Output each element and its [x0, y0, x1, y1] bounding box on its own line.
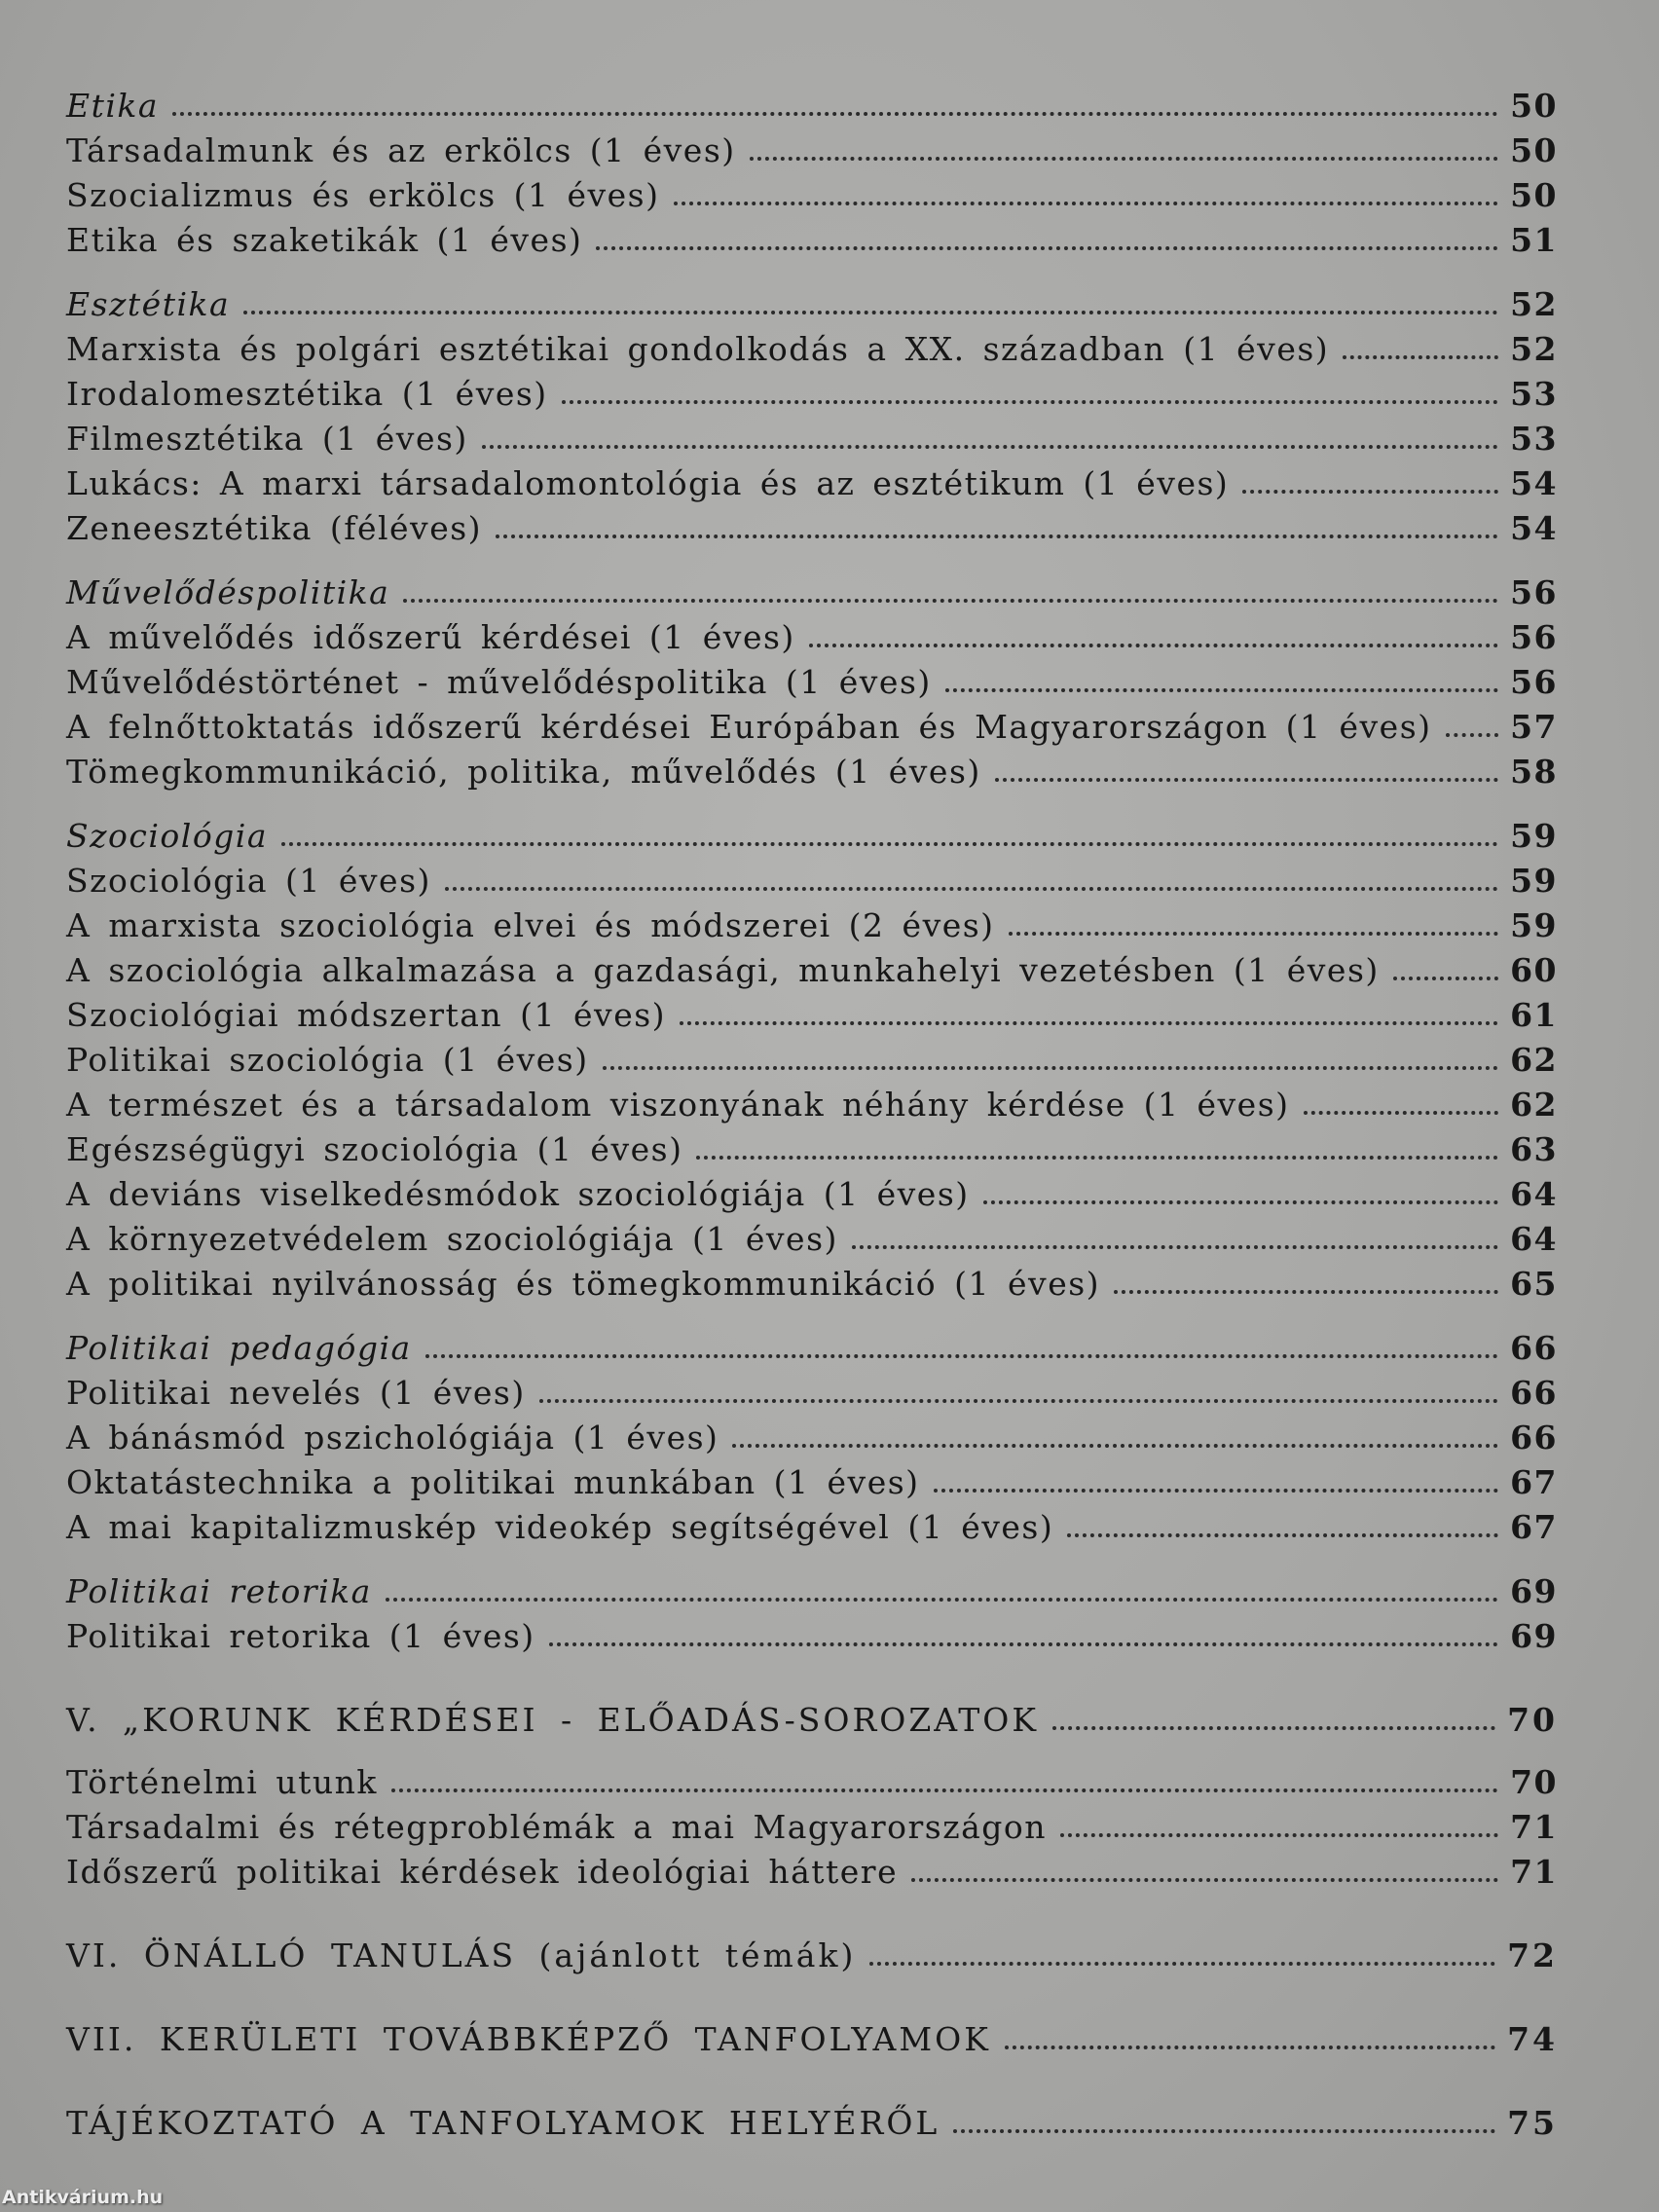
page-number: 66: [1510, 1374, 1558, 1412]
dot-leader: [995, 778, 1498, 782]
dot-leader: [386, 1598, 1498, 1602]
page-number: 59: [1510, 817, 1558, 855]
dot-leader: [562, 400, 1498, 404]
page-number: 56: [1510, 618, 1558, 656]
dot-leader: [732, 1444, 1498, 1448]
dot-leader: [403, 599, 1498, 603]
entry-title: VII. KERÜLETI TOVÁBBKÉPZŐ TANFOLYAMOK: [66, 2020, 991, 2058]
dot-leader: [934, 1489, 1499, 1493]
page-number: 61: [1510, 996, 1558, 1034]
page-number: 57: [1510, 708, 1558, 746]
page-number: 60: [1510, 951, 1558, 989]
toc-entry: [66, 948, 1558, 993]
toc-section-heading: [66, 2017, 1558, 2062]
page-number: 69: [1510, 1572, 1558, 1610]
toc-entry: [66, 993, 1558, 1038]
dot-leader: [243, 311, 1498, 314]
entry-title: Politikai retorika (1 éves): [66, 1617, 535, 1655]
dot-leader: [1067, 1533, 1498, 1537]
entry-title: A politikai nyilvánosság és tömegkommunikáció (1 éves): [66, 1265, 1101, 1303]
entry-title: A mai kapitalizmuskép videokép segítségével (1 éves): [66, 1508, 1054, 1546]
entry-title: Politikai pedagógia: [66, 1329, 412, 1367]
entry-title: Etika: [66, 87, 160, 125]
page-number: 59: [1510, 906, 1558, 944]
page-number: 74: [1507, 2020, 1558, 2058]
page-number: 56: [1510, 663, 1558, 701]
dot-leader: [869, 1962, 1495, 1966]
dot-leader: [945, 688, 1498, 692]
entry-title: Politikai retorika: [66, 1572, 372, 1610]
page-number: 65: [1510, 1265, 1558, 1303]
toc-entry: [66, 1416, 1558, 1460]
dot-leader: [1304, 1111, 1499, 1115]
entry-title: A szociológia alkalmazása a gazdasági, munkahelyi vezetésben (1 éves): [66, 951, 1380, 989]
dot-leader: [596, 246, 1498, 250]
entry-title: Lukács: A marxi társadalomontológia és az esztétikum (1 éves): [66, 464, 1230, 502]
dot-leader: [809, 644, 1498, 647]
page-number: 50: [1510, 131, 1558, 169]
dot-leader: [680, 1021, 1498, 1025]
dot-leader: [281, 842, 1498, 846]
toc-entry: [66, 1127, 1558, 1172]
page-number: 67: [1510, 1508, 1558, 1546]
entry-title: Egészségügyi szociológia (1 éves): [66, 1130, 683, 1168]
entry-title: Etika és szaketikák (1 éves): [66, 221, 583, 259]
dot-leader: [911, 1878, 1498, 1882]
page-number: 53: [1510, 420, 1558, 458]
entry-title: Társadalmi és rétegproblémák a mai Magyarországon: [66, 1808, 1048, 1846]
toc-section-heading: [66, 2101, 1558, 2146]
toc-section-heading: [66, 1698, 1558, 1743]
page-number: 54: [1510, 464, 1558, 502]
entry-title: Politikai nevelés (1 éves): [66, 1374, 526, 1412]
dot-leader: [1393, 977, 1498, 980]
dot-leader: [696, 1156, 1498, 1160]
watermark: Antikvárium.hu: [2, 2187, 164, 2208]
toc-entry: [66, 1262, 1558, 1307]
page-number: 52: [1510, 285, 1558, 323]
toc-entry: [66, 750, 1558, 794]
toc-entry: [66, 218, 1558, 263]
page-number: 75: [1507, 2104, 1558, 2142]
dot-leader: [172, 112, 1498, 116]
entry-title: Művelődéspolitika: [66, 573, 390, 611]
toc-section-heading: [66, 571, 1558, 615]
toc-entry: [66, 327, 1558, 372]
dot-leader: [983, 1200, 1498, 1204]
page-number: 66: [1510, 1329, 1558, 1367]
entry-title: Időszerű politikai kérdések ideológiai háttere: [66, 1853, 899, 1891]
entry-title: Filmesztétika (1 éves): [66, 420, 468, 458]
toc-entry: [66, 1371, 1558, 1416]
dot-leader: [496, 535, 1498, 538]
dot-leader: [674, 202, 1499, 205]
page-number: 53: [1510, 375, 1558, 413]
dot-leader: [1052, 1726, 1495, 1730]
toc-section-heading: [66, 282, 1558, 327]
toc-entry: [66, 705, 1558, 750]
entry-title: Irodalomesztétika (1 éves): [66, 375, 548, 413]
toc-entry: [66, 859, 1558, 903]
page-number: 67: [1510, 1463, 1558, 1501]
toc-entry: [66, 1614, 1558, 1659]
dot-leader: [482, 445, 1498, 449]
entry-title: Marxista és polgári esztétikai gondolkodás a XX. században (1 éves): [66, 330, 1330, 368]
page-number: 54: [1510, 509, 1558, 547]
toc-entry: [66, 1850, 1558, 1895]
page-number: 62: [1510, 1041, 1558, 1079]
entry-title: Művelődéstörténet - művelődéspolitika (1 éves): [66, 663, 932, 701]
page-number: 58: [1510, 753, 1558, 791]
dot-leader: [1343, 355, 1498, 359]
page-number: 59: [1510, 862, 1558, 900]
entry-title: Szociológiai módszertan (1 éves): [66, 996, 667, 1034]
toc-section-heading: [66, 84, 1558, 129]
table-of-contents: [66, 84, 1558, 2146]
page-number: 51: [1510, 221, 1558, 259]
entry-title: Esztétika: [66, 285, 231, 323]
toc-entry: [66, 173, 1558, 218]
toc-entry: [66, 615, 1558, 660]
page-number: 62: [1510, 1086, 1558, 1124]
toc-entry: [66, 903, 1558, 948]
entry-title: A környezetvédelem szociológiája (1 éves): [66, 1220, 838, 1258]
toc-section-heading: [66, 1569, 1558, 1614]
toc-entry: [66, 372, 1558, 417]
toc-entry: [66, 660, 1558, 705]
entry-title: Zeneesztétika (féléves): [66, 509, 483, 547]
dot-leader: [953, 2129, 1495, 2133]
dot-leader: [445, 887, 1498, 891]
entry-title: Szociológia: [66, 817, 269, 855]
page-number: 50: [1510, 87, 1558, 125]
page-number: 50: [1510, 176, 1558, 214]
page-number: 71: [1510, 1808, 1558, 1846]
toc-entry: [66, 1083, 1558, 1127]
toc-section-heading: [66, 814, 1558, 859]
toc-entry: [66, 461, 1558, 506]
toc-entry: [66, 129, 1558, 173]
toc-section-heading: [66, 1326, 1558, 1371]
toc-section-heading: [66, 1934, 1558, 1978]
entry-title: A természet és a társadalom viszonyának néhány kérdése (1 éves): [66, 1086, 1290, 1124]
toc-entry: [66, 1172, 1558, 1217]
toc-entry: [66, 1038, 1558, 1083]
toc-entry: [66, 417, 1558, 461]
entry-title: A bánásmód pszichológiája (1 éves): [66, 1419, 719, 1456]
dot-leader: [1005, 2046, 1495, 2049]
toc-entry: [66, 1805, 1558, 1850]
page-number: 70: [1510, 1763, 1558, 1801]
dot-leader: [1114, 1290, 1498, 1294]
page-number: 69: [1510, 1617, 1558, 1655]
entry-title: Politikai szociológia (1 éves): [66, 1041, 589, 1079]
page-number: 66: [1510, 1419, 1558, 1456]
dot-leader: [549, 1642, 1498, 1646]
page-number: 72: [1507, 1936, 1558, 1974]
page-number: 56: [1510, 573, 1558, 611]
dot-leader: [1446, 733, 1499, 737]
toc-entry: [66, 1505, 1558, 1550]
entry-title: Szociológia (1 éves): [66, 862, 431, 900]
toc-entry: [66, 506, 1558, 551]
entry-title: V. „KORUNK KÉRDÉSEI - ELŐADÁS-SOROZATOK: [66, 1701, 1040, 1739]
dot-leader: [539, 1399, 1498, 1403]
dot-leader: [852, 1245, 1498, 1249]
entry-title: Tömegkommunikáció, politika, művelődés (1 éves): [66, 753, 981, 791]
page-number: 64: [1510, 1220, 1558, 1258]
entry-title: Szocializmus és erkölcs (1 éves): [66, 176, 660, 214]
entry-title: Történelmi utunk: [66, 1763, 378, 1801]
entry-title: A deviáns viselkedésmódok szociológiája (1 éves): [66, 1175, 970, 1213]
dot-leader: [750, 157, 1498, 161]
toc-entry: [66, 1217, 1558, 1262]
page-number: 64: [1510, 1175, 1558, 1213]
toc-entry: [66, 1460, 1558, 1505]
toc-entry: [66, 1760, 1558, 1805]
entry-title: A marxista szociológia elvei és módszerei (2 éves): [66, 906, 995, 944]
page-number: 70: [1507, 1701, 1558, 1739]
entry-title: VI. ÖNÁLLÓ TANULÁS (ajánlott témák): [66, 1936, 857, 1974]
dot-leader: [1009, 932, 1499, 936]
page-number: 63: [1510, 1130, 1558, 1168]
entry-title: A művelődés időszerű kérdései (1 éves): [66, 618, 795, 656]
page-number: 52: [1510, 330, 1558, 368]
entry-title: TÁJÉKOZTATÓ A TANFOLYAMOK HELYÉRŐL: [66, 2104, 940, 2142]
entry-title: Társadalmunk és az erkölcs (1 éves): [66, 131, 736, 169]
dot-leader: [425, 1354, 1498, 1358]
entry-title: Oktatástechnika a politikai munkában (1 éves): [66, 1463, 920, 1501]
dot-leader: [1060, 1833, 1498, 1837]
dot-leader: [603, 1066, 1498, 1070]
dot-leader: [391, 1788, 1498, 1792]
entry-title: A felnőttoktatás időszerű kérdései Európában és Magyarországon (1 éves): [66, 708, 1432, 746]
dot-leader: [1242, 490, 1498, 494]
page-number: 71: [1510, 1853, 1558, 1891]
